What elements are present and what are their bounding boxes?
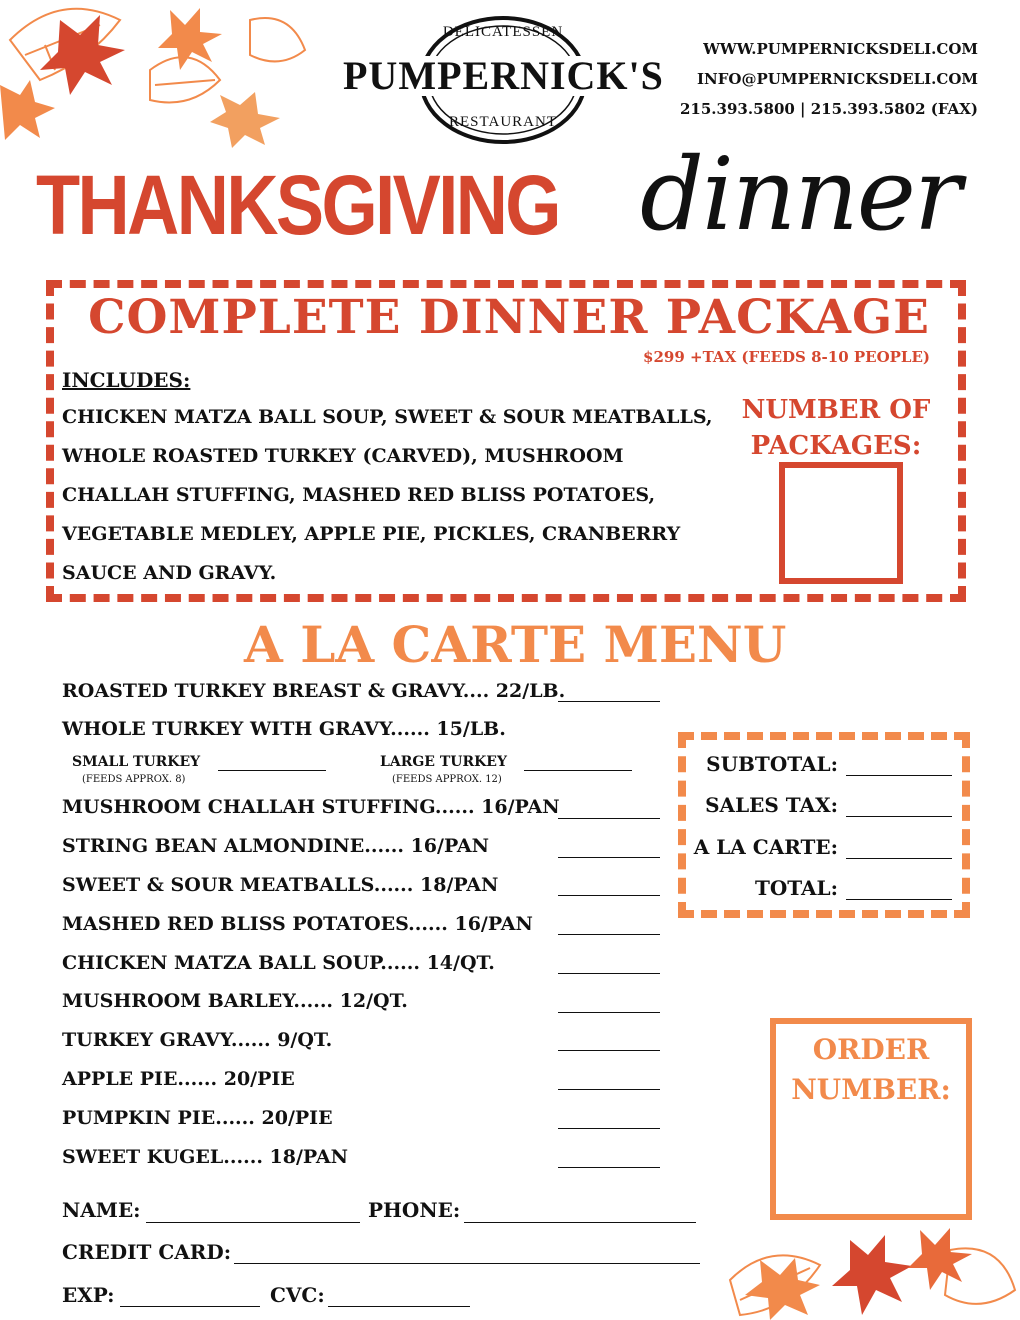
menu-item: TURKEY GRAVY...... 9/QT.	[62, 1029, 333, 1051]
number-of-packages-label: NUMBER OF PACKAGES:	[741, 395, 931, 461]
menu-item-qty-line[interactable]	[558, 857, 660, 858]
turkey-breast-qty-line[interactable]	[558, 701, 660, 702]
title-thanksgiving: THANKSGIVING	[36, 158, 559, 252]
menu-item-whole-turkey: WHOLE TURKEY WITH GRAVY...... 15/LB.	[62, 718, 506, 740]
total-line[interactable]	[846, 899, 952, 900]
menu-item: MUSHROOM CHALLAH STUFFING...... 16/PAN	[62, 796, 560, 818]
phone-text: 215.393.5800 | 215.393.5802 (FAX)	[680, 100, 978, 118]
large-turkey-label: LARGE TURKEY	[380, 754, 507, 770]
sales-tax-label: SALES TAX:	[705, 793, 838, 817]
menu-item-qty-line[interactable]	[558, 895, 660, 896]
menu-item-qty-line[interactable]	[558, 1128, 660, 1129]
logo-bottom-text: RESTAURANT	[449, 114, 557, 130]
menu-item-qty-line[interactable]	[558, 1050, 660, 1051]
a-la-carte-total-line[interactable]	[846, 858, 952, 859]
a-la-carte-total-label: A LA CARTE:	[693, 835, 838, 859]
menu-item: STRING BEAN ALMONDINE...... 16/PAN	[62, 835, 489, 857]
package-title: COMPLETE DINNER PACKAGE	[88, 290, 930, 345]
menu-item: APPLE PIE...... 20/PIE	[62, 1068, 295, 1090]
phone-label: PHONE:	[368, 1198, 461, 1222]
name-label: NAME:	[62, 1198, 141, 1222]
contact-info	[680, 34, 978, 124]
menu-item-qty-line[interactable]	[558, 1012, 660, 1013]
small-turkey-note: (FEEDS APPROX. 8)	[82, 774, 186, 785]
subtotal-line[interactable]	[846, 775, 952, 776]
website-link[interactable]: WWW.PUMPERNICKSDELI.COM	[703, 40, 978, 58]
cvc-field[interactable]	[328, 1306, 470, 1307]
package-price: $299 +TAX (FEEDS 8-10 PEOPLE)	[643, 348, 930, 366]
name-field[interactable]	[146, 1222, 360, 1223]
exp-label: EXP:	[62, 1283, 115, 1307]
phone-field[interactable]	[464, 1222, 696, 1223]
menu-item-qty-line[interactable]	[558, 818, 660, 819]
menu-item: MUSHROOM BARLEY...... 12/QT.	[62, 990, 408, 1012]
large-turkey-note: (FEEDS APPROX. 12)	[392, 774, 502, 785]
title-dinner-script: dinner	[640, 136, 960, 253]
restaurant-logo	[343, 14, 663, 146]
menu-item: SWEET KUGEL...... 18/PAN	[62, 1146, 348, 1168]
credit-card-label: CREDIT CARD:	[62, 1240, 232, 1264]
includes-label: INCLUDES:	[62, 368, 191, 392]
menu-item: PUMPKIN PIE...... 20/PIE	[62, 1107, 333, 1129]
menu-item: MASHED RED BLISS POTATOES...... 16/PAN	[62, 913, 533, 935]
exp-field[interactable]	[120, 1306, 260, 1307]
number-of-packages-input-box[interactable]	[779, 462, 903, 584]
cvc-label: CVC:	[270, 1283, 325, 1307]
small-turkey-label: SMALL TURKEY	[72, 754, 201, 770]
subtotal-label: SUBTOTAL:	[706, 752, 838, 776]
menu-item-turkey-breast: ROASTED TURKEY BREAST & GRAVY.... 22/LB.	[62, 680, 566, 702]
logo-top-text: DELICATESSEN	[442, 24, 564, 40]
menu-item-qty-line[interactable]	[558, 973, 660, 974]
menu-item-qty-line[interactable]	[558, 934, 660, 935]
credit-card-field[interactable]	[234, 1263, 700, 1264]
order-number-label: ORDER NUMBER:	[791, 1033, 951, 1106]
includes-text: CHICKEN MATZA BALL SOUP, SWEET & SOUR MEATBALLS, WHOLE ROASTED TURKEY (CARVED), MUSHROOM CHALLAH STUFFING, MASHED RED BLISS POTATOES, VEGETABLE MEDLEY, APPLE PIE, PICKLES, CRANBERRY SAUCE AND GRAVY.	[62, 406, 713, 584]
menu-item: CHICKEN MATZA BALL SOUP...... 14/QT.	[62, 952, 495, 974]
menu-item-qty-line[interactable]	[558, 1167, 660, 1168]
autumn-leaves-decoration-bottom-right	[700, 1220, 1020, 1320]
logo-main-text: PUMPERNICK'S	[343, 53, 664, 98]
sales-tax-line[interactable]	[846, 816, 952, 817]
menu-item-qty-line[interactable]	[558, 1089, 660, 1090]
total-label: TOTAL:	[754, 876, 838, 900]
email-link[interactable]: INFO@PUMPERNICKSDELI.COM	[697, 70, 978, 88]
menu-item: SWEET & SOUR MEATBALLS...... 18/PAN	[62, 874, 499, 896]
autumn-leaves-decoration-top-left	[0, 0, 320, 150]
small-turkey-qty-line[interactable]	[218, 770, 326, 771]
alacarte-title: A LA CARTE MENU	[244, 615, 787, 674]
large-turkey-qty-line[interactable]	[524, 770, 632, 771]
